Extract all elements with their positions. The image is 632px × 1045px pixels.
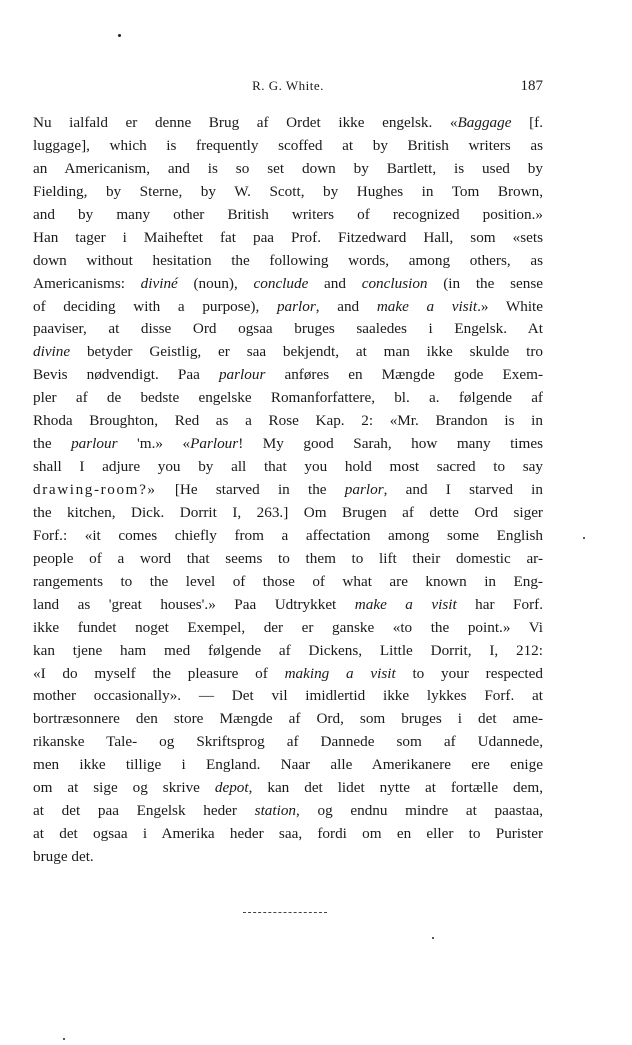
text-run: parlor	[344, 481, 384, 498]
body-text	[33, 112, 543, 869]
text-run: men ikke tillige i England. Naar alle Amerikanere ere enige	[33, 756, 543, 774]
text-run: bortræsonnere den store Mængde af Ord, som bruges i det ame-	[33, 710, 543, 728]
text-line	[33, 502, 543, 525]
text-run: at det paa Engelsk heder	[33, 802, 255, 820]
text-run: the kitchen, Dick. Dorrit I, 263.] Om Brugen af dette Ord siger	[33, 503, 543, 521]
text-line	[33, 663, 543, 686]
text-line	[33, 296, 543, 319]
text-line	[33, 456, 543, 479]
text-run: betyder Geistlig, er saa bekjendt, at man ikke skulde tro	[70, 343, 543, 361]
text-run: har Forf.	[456, 595, 543, 613]
text-line	[33, 410, 543, 433]
text-run: diviné	[140, 274, 178, 292]
text-run: kan tjene ham med følgende af Dickens, Little Dorrit, I, 212:	[33, 641, 543, 659]
text-run: at det ogsaa i Amerika heder saa, fordi om en eller to Purister	[33, 825, 543, 843]
text-run: conclude	[253, 274, 309, 292]
text-run: an Americanism, and is so set down by Bartlett, is used by	[33, 159, 543, 177]
print-speck	[63, 1038, 65, 1040]
text-line	[33, 204, 543, 227]
text-run: divine	[33, 343, 71, 361]
text-run: (in the sense	[427, 274, 544, 292]
text-run: pler af de bedste engelske Romanforfattere, bl. a. følgende af	[33, 389, 543, 407]
text-run: [f.	[511, 114, 543, 131]
text-run: rikanske Tale- og Skriftsprog af Dannede som af Udannede,	[33, 733, 543, 751]
text-run: 'm.» «	[117, 435, 191, 453]
text-run: shall I adjure you by all that you hold most sacred to say	[33, 458, 543, 476]
text-line	[33, 754, 543, 777]
text-run: people of a word that seems to them to lift their domestic ar-	[33, 549, 543, 567]
text-run: rangements to the level of those of what are known in Eng-	[33, 572, 543, 590]
print-speck	[583, 537, 585, 539]
print-speck	[118, 34, 121, 37]
text-line	[33, 846, 543, 869]
text-line	[33, 525, 543, 548]
text-run: and	[308, 274, 362, 292]
text-line	[33, 571, 543, 594]
text-line	[33, 548, 543, 571]
text-run: parlor	[276, 297, 316, 315]
text-line	[33, 731, 543, 754]
text-line	[33, 594, 543, 617]
text-run: parlour	[71, 435, 118, 453]
text-run: Fielding, by Sterne, by W. Scott, by Hughes in Tom Brown,	[33, 182, 543, 200]
text-run: the	[33, 435, 72, 453]
text-run: , and I starved in	[383, 481, 543, 498]
text-run: and by many other British writers of recognized position.»	[33, 205, 543, 223]
text-run: to your respected	[395, 664, 543, 682]
text-run: luggage], which is frequently scoffed at by British writers as	[33, 136, 543, 154]
text-run: , and	[315, 297, 377, 315]
text-run: (noun),	[177, 274, 254, 292]
text-run: station	[254, 802, 297, 820]
text-line	[33, 708, 543, 731]
text-run: drawing-room?»	[33, 481, 157, 498]
text-run: [He starved in the	[156, 481, 345, 498]
text-run: Bevis nødvendigt. Paa	[33, 366, 219, 384]
running-head: R. G. White.	[252, 78, 324, 93]
end-rule	[243, 912, 327, 913]
text-line	[33, 685, 543, 708]
text-run: down without hesitation the following words, among others, as	[33, 251, 543, 269]
text-run: make a visit	[354, 595, 457, 613]
text-line	[33, 135, 543, 158]
text-run: ! My good Sarah, how many times	[238, 435, 543, 453]
text-line	[33, 158, 543, 181]
text-run: om at sige og skrive	[33, 779, 215, 797]
page-number: 187	[520, 78, 543, 94]
text-run: Nu ialfald er denne Brug af Ordet ikke engelsk. «	[33, 114, 458, 131]
text-line	[33, 640, 543, 663]
text-line	[33, 479, 543, 502]
text-run: of deciding with a purpose),	[33, 297, 277, 315]
text-line	[33, 800, 543, 823]
text-run: Baggage	[457, 114, 512, 131]
text-line	[33, 250, 543, 273]
text-run: Forf.: «it comes chiefly from a affectation among some English	[33, 526, 543, 544]
text-run: make a visit	[376, 297, 478, 315]
text-run: «I do myself the pleasure of	[33, 664, 285, 682]
text-run: land as 'great houses'.» Paa Udtrykket	[33, 595, 355, 613]
text-run: .» White	[477, 297, 543, 315]
text-run: bruge det.	[33, 848, 94, 865]
text-run: mother occasionally». — Det vil imidlertid ikke lykkes Forf. at	[33, 687, 543, 705]
text-run: Rhoda Broughton, Red as a Rose Kap. 2: «Mr. Brandon is in	[33, 412, 543, 430]
text-line	[33, 341, 543, 364]
print-speck	[432, 937, 434, 939]
text-line	[33, 318, 543, 341]
text-line	[33, 181, 543, 204]
text-run: ikke fundet noget Exempel, der er ganske «to the point.» Vi	[33, 618, 543, 636]
text-line	[33, 433, 543, 456]
text-run: depot	[214, 779, 249, 797]
text-run: conclusion	[361, 274, 428, 292]
text-run: making a visit	[284, 664, 396, 682]
text-line	[33, 617, 543, 640]
text-line	[33, 273, 543, 296]
text-run: paaviser, at disse Ord ogsaa bruges saaledes i Engelsk. At	[33, 320, 543, 338]
text-line	[33, 112, 543, 135]
text-run: Americanisms:	[33, 274, 141, 292]
page-header	[33, 78, 543, 98]
text-run: Han tager i Maiheftet fat paa Prof. Fitzedward Hall, som «sets	[33, 228, 543, 246]
text-line	[33, 387, 543, 410]
text-line	[33, 364, 543, 387]
text-line	[33, 777, 543, 800]
text-run: , kan det lidet nytte at fortælle dem,	[248, 779, 543, 797]
text-line	[33, 227, 543, 250]
text-run: , og endnu mindre at paastaa,	[296, 802, 543, 820]
text-line	[33, 823, 543, 846]
text-run: Parlour	[190, 435, 239, 453]
text-run: anføres en Mængde gode Exem-	[265, 366, 543, 384]
text-run: parlour	[218, 366, 266, 384]
